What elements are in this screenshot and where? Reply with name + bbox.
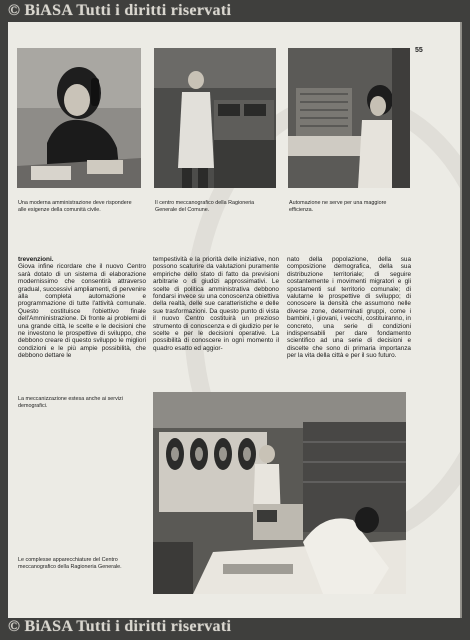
photo-woman-terminal — [288, 48, 410, 188]
article-column-3 — [287, 256, 411, 360]
caption-top-left: Una moderna amministrazione deve rispondere alle esigenze della comunità civile. — [18, 200, 132, 213]
article-column-1 — [18, 256, 146, 360]
photo-man-machine-room-image — [154, 48, 276, 188]
caption-bottom-left: Le complesse apparecchiature del Centro meccanografico della Ragioneria Generale. — [18, 557, 122, 570]
caption-middle-left: La meccanizzazione estesa anche ai servizi demografici. — [18, 396, 123, 409]
photo-woman-terminal-image — [288, 48, 410, 188]
article-text-3: nato della popolazione, della sua composizione demografica, della sua distribuzione territoriale; di seguire costantemente i movimenti migratori e gli spostamenti sul territorio comunale; di valutarne le prospettive di sviluppo; di conoscere la densità che assumono nelle diverse zone, determinati gruppi, come i bambini, i giovani, i vecchi, costituiranno, in concreto, una serie di condizioni indispensabili per dare fondamento scientifico ad una serie di decisioni e discelte che sono di primaria importanza per la vita della città e per il suo futuro. — [287, 256, 411, 360]
photo-woman-telephone-image — [17, 48, 141, 188]
article-heading: trevenzioni. — [18, 256, 54, 263]
caption-top-right: Automazione ne serve per una maggiore efficienza. — [289, 200, 387, 213]
caption-top-middle: Il centro meccanografico della Ragioneria Generale del Comune. — [155, 200, 255, 213]
article-column-2 — [153, 256, 279, 352]
photo-woman-telephone — [17, 48, 141, 188]
watermark-top: © BiASA Tutti i diritti riservati — [8, 2, 232, 19]
article-text-2: tempestività e la priorità delle iniziative, non possono scaturire da valutazioni puramente empiriche dello stato di fatto da previsioni arbitrarie o di giudizi approssimativi. Le scelte di politica amministrativa debbono fondarsi invece su una conoscenza obiettiva della realtà, delle sue caratteristiche e delle sue trasformazioni. Da questo punto di vista il nuovo Centro costituirà un prezioso strumento di conoscenza e di giudizio per le scelte e per le decisioni operative. La possibilità di conoscere in ogni momento il quadro esatto ed aggior- — [153, 256, 279, 352]
watermark-bottom: © BiASA Tutti i diritti riservati — [8, 618, 232, 635]
photo-man-machine-room — [154, 48, 276, 188]
magazine-page — [8, 22, 460, 618]
article-text-1: Giova infine ricordare che il nuovo Centro sarà dotato di un sistema di elaborazione modernissimo che consentirà attraverso gradual, successivi ampliamenti, di pervenire alla completa automazione e programmazione di tutte l'attività comunale. Questo costituisce l'obiettivo finale dell'Amministrazione. Di fronte ai problemi di una grande città, le scelte e le decisioni che ne investono le prospettive di sviluppo, che debbono creare di questo sviluppo le migliori condizioni e le più ampie possibilità, che debbono dettare le — [18, 263, 146, 360]
photo-computer-center — [153, 392, 406, 594]
photo-computer-center-image — [153, 392, 406, 594]
page-number: 55 — [415, 47, 423, 54]
